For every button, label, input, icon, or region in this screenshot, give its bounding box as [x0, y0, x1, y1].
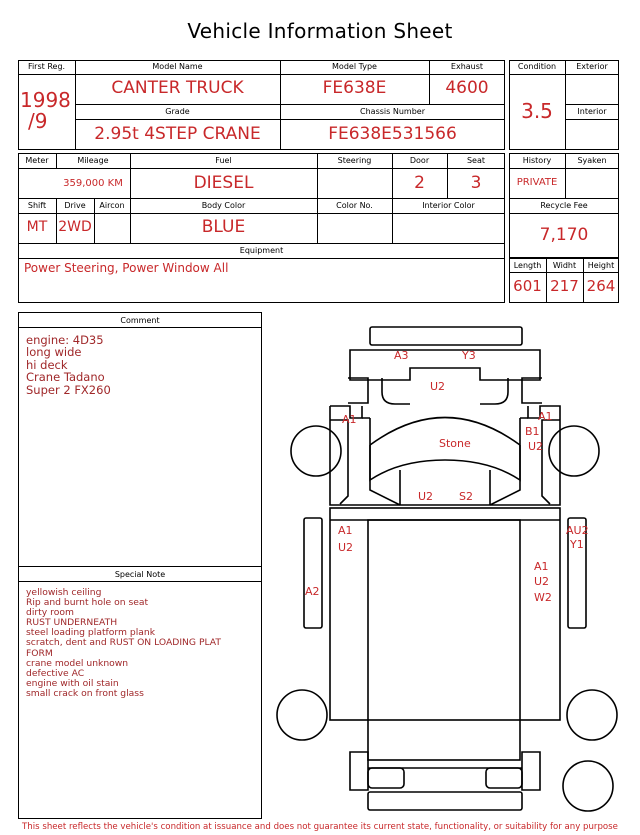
fuel-label: Fuel — [215, 156, 232, 165]
special-note-line: scratch, dent and RUST ON LOADING PLAT — [26, 637, 221, 649]
shift-label: Shift — [27, 201, 47, 210]
diagram-mark-a1-right: A1 — [538, 410, 553, 423]
diagram-mark-b1: B1 — [525, 425, 540, 438]
meter-label: Meter — [25, 156, 49, 165]
syaken-label: Syaken — [577, 156, 607, 165]
diagram-mark-right-a1: A1 — [534, 560, 549, 573]
diagram-mark-bed-a1: A1 — [338, 524, 353, 537]
left-side-rail — [304, 518, 322, 628]
recycle-fee-value: 7,170 — [539, 225, 589, 245]
rear-right-wheel — [567, 690, 617, 740]
width-label: Widht — [552, 261, 577, 270]
door-value: 2 — [414, 173, 425, 193]
height-label: Height — [587, 261, 615, 270]
comment-label: Comment — [120, 316, 160, 325]
comment-line: Super 2 FX260 — [26, 382, 111, 397]
model-type-label: Model Type — [332, 62, 377, 71]
footer-disclaimer: This sheet reflects the vehicle's condition at issuance and does not guarantee its current state, functionality, or suitability for any purpose — [22, 822, 618, 832]
comment-line: Crane Tadano — [26, 370, 105, 385]
height-value: 264 — [586, 277, 616, 295]
diagram-mark-a3: A3 — [394, 349, 409, 362]
length-value: 601 — [513, 277, 542, 295]
width-value: 217 — [550, 277, 579, 295]
equipment-label: Equipment — [239, 246, 284, 255]
condition-label: Condition — [517, 62, 557, 71]
grade-value: 2.95t 4STEP CRANE — [94, 124, 261, 144]
special-note-line: RUST UNDERNEATH — [26, 617, 118, 629]
chassis-number-value: FE638E531566 — [328, 124, 457, 144]
special-note-line: dirty room — [26, 607, 74, 619]
length-label: Length — [513, 261, 542, 270]
special-note-line: crane model unknown — [26, 657, 129, 669]
steering-label: Steering — [337, 156, 372, 165]
mileage-value: 359,000 KM — [63, 178, 123, 189]
diagram-mark-a2: A2 — [305, 585, 320, 598]
comment-list — [26, 334, 256, 396]
special-note-line: FORM — [26, 647, 53, 659]
model-type-value: FE638E — [322, 78, 387, 98]
seat-value: 3 — [470, 173, 482, 193]
special-note-line: steel loading platform plank — [26, 627, 156, 639]
color-no-label: Color No. — [336, 201, 373, 210]
spare-wheel — [563, 761, 613, 811]
loading-platform — [330, 508, 560, 720]
diagram-mark-y1: Y1 — [570, 538, 584, 551]
mileage-label: Mileage — [77, 156, 109, 165]
exhaust-label: Exhaust — [450, 62, 484, 71]
rear-left-wheel — [277, 690, 327, 740]
interior-label: Interior — [577, 107, 607, 116]
equipment-value: Power Steering, Power Window All — [24, 261, 229, 275]
drive-label: Drive — [64, 201, 86, 210]
bed-frame — [368, 520, 520, 760]
door-label: Door — [409, 156, 430, 165]
diagram-mark-y3: Y3 — [462, 349, 476, 362]
page-title: Vehicle Information Sheet — [187, 19, 453, 43]
body-color-value: BLUE — [201, 217, 246, 237]
first-reg-label: First Reg. — [27, 62, 66, 71]
special-note-label: Special Note — [114, 570, 166, 579]
comment-line: hi deck — [26, 357, 68, 372]
diagram-mark-u2-right: U2 — [528, 440, 544, 453]
recycle-fee-label: Recycle Fee — [540, 201, 588, 210]
diagram-mark-au2: AU2 — [566, 524, 589, 537]
special-note-line: Rip and burnt hole on seat — [26, 597, 149, 609]
front-right-wheel — [549, 426, 599, 476]
special-note-line: yellowish ceiling — [26, 587, 102, 598]
special-note-list — [26, 588, 258, 699]
history-value: PRIVATE — [516, 177, 558, 188]
special-note-line: small crack on front glass — [26, 687, 144, 699]
diagram-mark-u2-lower: U2 — [418, 490, 434, 503]
diagram-mark-a1-left: A1 — [342, 413, 357, 426]
body-color-label: Body Color — [201, 201, 246, 210]
interior-color-label: Interior Color — [422, 201, 475, 210]
comment-line: engine: 4D35 — [26, 333, 104, 347]
diagram-mark-stone: Stone — [439, 437, 471, 450]
comment-line: long wide — [26, 345, 82, 360]
front-bumper — [370, 327, 522, 345]
aircon-label: Aircon — [99, 201, 125, 210]
diagram-mark-s2: S2 — [459, 490, 473, 503]
chassis-number-label: Chassis Number — [360, 107, 425, 116]
cab-roof — [350, 350, 540, 380]
front-left-wheel — [291, 426, 341, 476]
model-name-value: CANTER TRUCK — [111, 78, 244, 98]
diagram-mark-right-u2: U2 — [534, 575, 550, 588]
exhaust-value: 4600 — [445, 78, 489, 98]
special-note-line: engine with oil stain — [26, 677, 119, 689]
exterior-label: Exterior — [576, 62, 608, 71]
grade-label: Grade — [165, 107, 190, 116]
first-reg-year: 1998 — [20, 88, 71, 112]
cab-outline — [330, 406, 560, 505]
fuel-value: DIESEL — [193, 173, 254, 193]
truck-damage-diagram — [270, 320, 630, 820]
seat-label: Seat — [466, 156, 486, 165]
diagram-mark-right-w2: W2 — [534, 591, 552, 604]
drive-value: 2WD — [58, 219, 92, 235]
special-note-line: defective AC — [26, 667, 85, 679]
shift-value: MT — [26, 219, 48, 235]
diagram-mark-bed-u2: U2 — [338, 541, 354, 554]
rear-bumper — [368, 792, 522, 810]
condition-value: 3.5 — [521, 99, 553, 123]
history-label: History — [522, 156, 552, 165]
diagram-mark-u2-top: U2 — [430, 380, 446, 393]
first-reg-month: /9 — [28, 109, 48, 133]
model-name-label: Model Name — [152, 62, 203, 71]
